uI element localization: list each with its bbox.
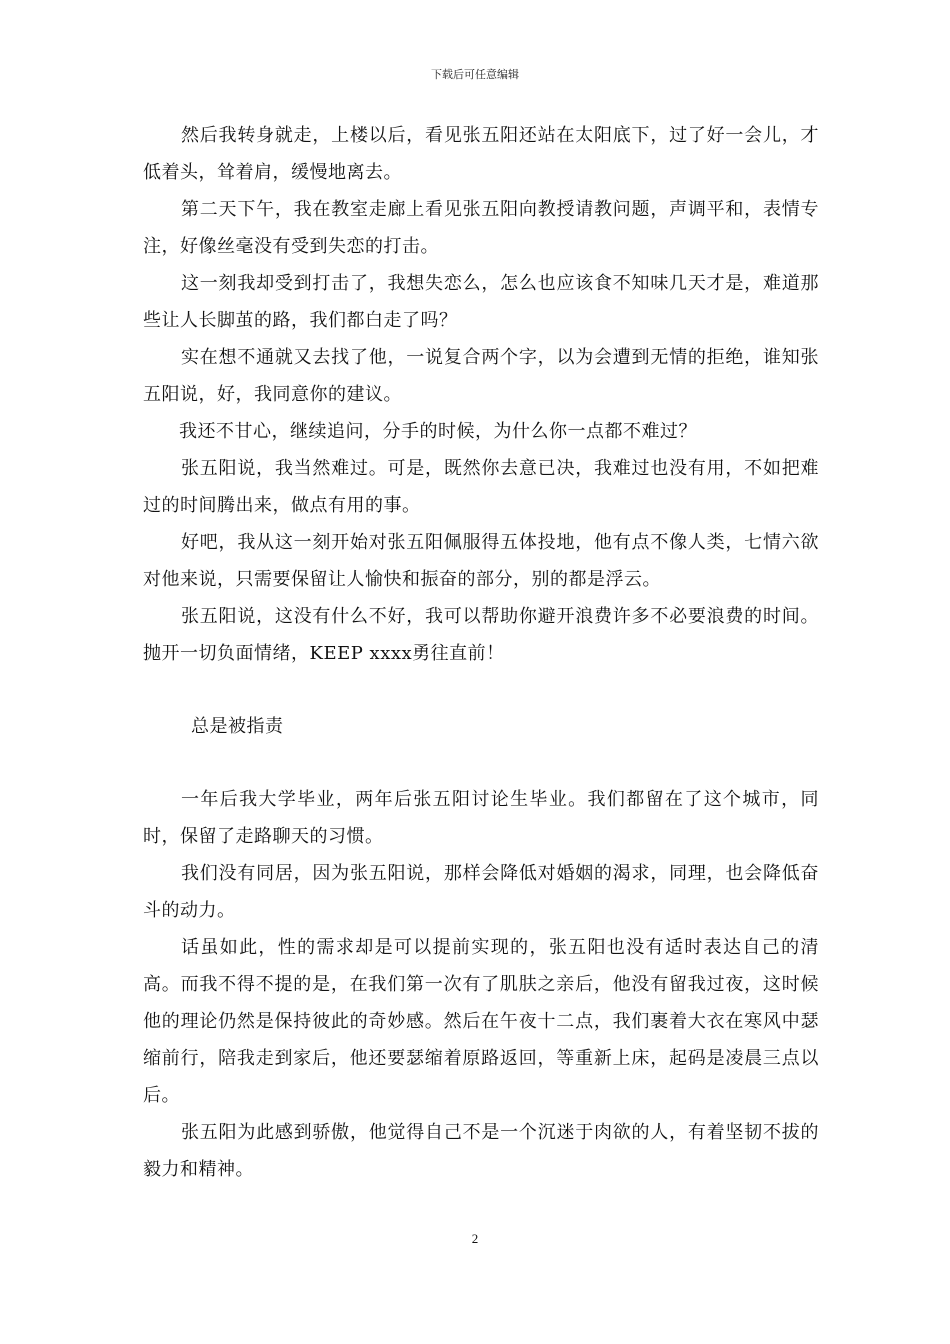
paragraph: 张五阳为此感到骄傲，他觉得自己不是一个沉迷于肉欲的人，有着坚韧不拔的毅力和精神。 [143, 1122, 819, 1180]
paragraph: 话虽如此，性的需求却是可以提前实现的，张五阳也没有适时表达自己的清高。而我不得不提的是，在我们第一次有了肌肤之亲后，他没有留我过夜，这时候他的理论仍然是保持彼此的奇妙感。然后在午夜十二点，我们裹着大衣在寒风中瑟缩前行，陪我走到家后，他还要瑟缩着原路返回，等重新上床，起码是凌晨三点以后。 [143, 937, 819, 1106]
paragraph: 好吧，我从这一刻开始对张五阳佩服得五体投地，他有点不像人类，七情六欲对他来说，只需要保留让人愉快和振奋的部分，别的都是浮云。 [143, 532, 819, 590]
paragraph: 这一刻我却受到打击了，我想失恋么，怎么也应该食不知味几天才是，难道那些让人长脚茧的路，我们都白走了吗？ [143, 273, 819, 331]
page-number: 2 [471, 1231, 479, 1246]
paragraph: 张五阳说，我当然难过。可是，既然你去意已决，我难过也没有用，不如把难过的时间腾出来，做点有用的事。 [143, 458, 819, 516]
paragraph: 张五阳说，这没有什么不好，我可以帮助你避开浪费许多不必要浪费的时间。抛开一切负面情绪，KEEP xxxx勇往直前！ [143, 606, 819, 664]
paragraph: 第二天下午，我在教室走廊上看见张五阳向教授请教问题，声调平和，表情专注，好像丝毫没有受到失恋的打击。 [143, 199, 819, 257]
paragraph: 实在想不通就又去找了他，一说复合两个字，以为会遭到无情的拒绝，谁知张五阳说，好，我同意你的建议。 [143, 347, 819, 405]
paragraph: 我还不甘心，继续追问，分手的时候，为什么你一点都不难过？ [179, 421, 697, 442]
page-header: 下载后可任意编辑 [431, 68, 519, 81]
section-title: 总是被指责 [191, 716, 284, 737]
paragraph: 然后我转身就走，上楼以后，看见张五阳还站在太阳底下，过了好一会儿，才低着头，耸着肩，缓慢地离去。 [143, 125, 819, 183]
document-body [143, 117, 819, 1188]
paragraph: 一年后我大学毕业，两年后张五阳讨论生毕业。我们都留在了这个城市，同时，保留了走路聊天的习惯。 [143, 789, 819, 847]
paragraph: 我们没有同居，因为张五阳说，那样会降低对婚姻的渴求，同理，也会降低奋斗的动力。 [143, 863, 819, 921]
